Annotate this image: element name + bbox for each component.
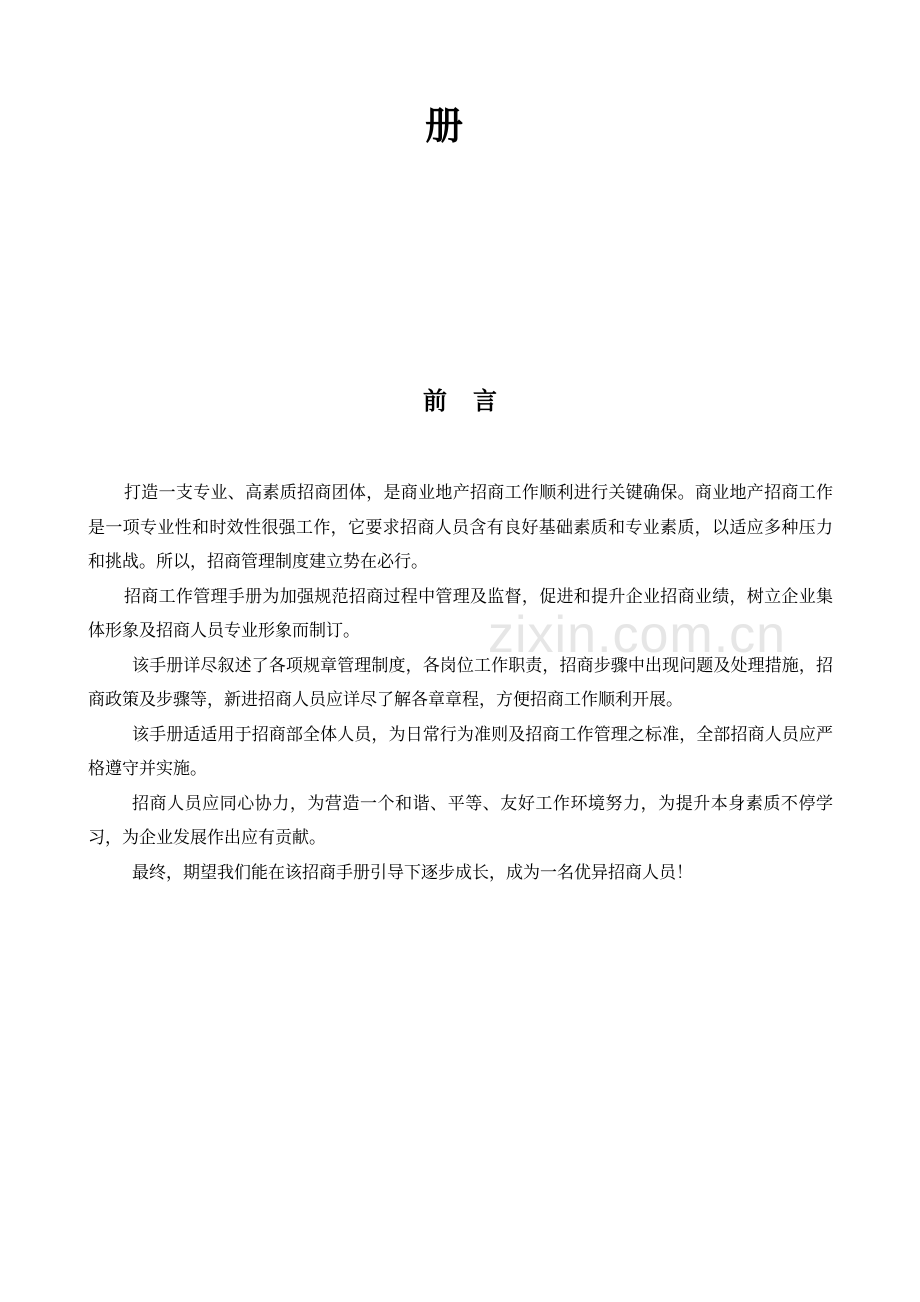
preface-heading-char-1: 前 — [423, 386, 447, 415]
paragraph: 该手册详尽叙述了各项规章管理制度，各岗位工作职责，招商步骤中出现问题及处理措施，招商政策及步骤等，新进招商人员应详尽了解各章章程，方便招商工作顺利开展。 — [88, 655, 833, 710]
paragraph: 最终，期望我们能在该招商手册引导下逐步成长，成为一名优异招商人员！ — [132, 862, 693, 883]
watermark: zixin.com.cn — [488, 606, 787, 664]
preface-body — [88, 476, 833, 890]
paragraph: 打造一支专业、高素质招商团体，是商业地产招商工作顺利进行关键确保。商业地产招商工作是一项专业性和时效性很强工作，它要求招商人员含有良好基础素质和专业素质，以适应多种压力和挑战。所以，招商管理制度建立势在必行。 — [88, 483, 833, 572]
paragraph: 招商工作管理手册为加强规范招商过程中管理及监督，促进和提升企业招商业绩，树立企业集体形象及招商人员专业形象而制订。 — [88, 586, 833, 641]
paragraph: 该手册适适用于招商部全体人员，为日常行为准则及招商工作管理之标准，全部招商人员应严格遵守并实施。 — [88, 724, 833, 779]
preface-heading-char-2: 言 — [473, 386, 497, 415]
document-title: 册 — [424, 103, 463, 148]
paragraph: 招商人员应同心协力，为营造一个和谐、平等、友好工作环境努力，为提升本身素质不停学习，为企业发展作出应有贡献。 — [88, 793, 833, 848]
preface-heading — [0, 383, 920, 419]
